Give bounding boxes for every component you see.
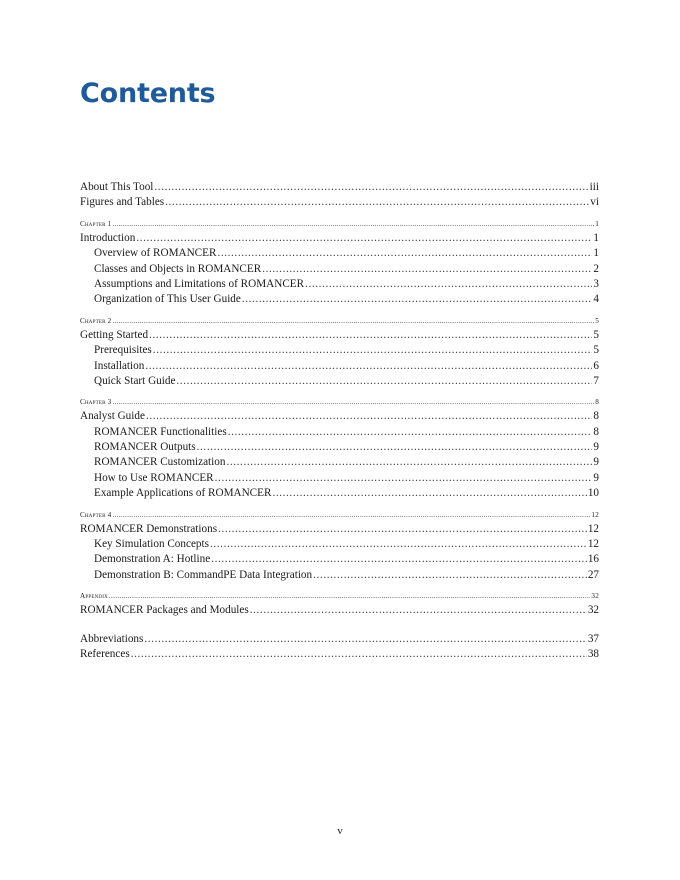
toc-entry-title: Chapter 2	[80, 316, 112, 325]
toc-entry-title: Prerequisites	[94, 344, 152, 357]
toc-entry-title: ROMANCER Demonstrations	[80, 522, 218, 535]
section-spacer	[80, 308, 599, 315]
toc-chapter-heading[interactable]	[80, 328, 599, 343]
dot-leader	[146, 409, 592, 424]
toc-section-entry[interactable]	[80, 552, 599, 567]
dot-leader	[250, 603, 587, 618]
dot-leader	[215, 471, 593, 486]
toc-section-entry[interactable]	[80, 471, 599, 486]
dot-leader	[176, 374, 592, 389]
toc-chapter-label[interactable]	[80, 590, 599, 603]
toc-chapter-heading[interactable]	[80, 522, 599, 537]
dot-leader	[154, 180, 588, 195]
toc-section-entry[interactable]	[80, 246, 599, 261]
toc-entry-title: Quick Start Guide	[94, 374, 176, 387]
table-of-contents	[80, 180, 599, 662]
toc-section-entry[interactable]	[80, 440, 599, 455]
toc-entry-page: 12	[591, 510, 599, 519]
toc-entry-page: 6	[593, 359, 599, 372]
dot-leader	[112, 396, 594, 409]
toc-entry-page: 10	[587, 487, 599, 500]
toc-entry-page: 8	[593, 425, 599, 438]
toc-entry-page: 32	[587, 604, 599, 617]
toc-entry-title: Demonstration A: Hotline	[94, 553, 211, 566]
dot-leader	[112, 315, 594, 328]
section-spacer	[80, 211, 599, 218]
toc-section-entry[interactable]	[80, 292, 599, 307]
toc-entry-title: ROMANCER Customization	[94, 456, 226, 469]
toc-entry-title: Key Simulation Concepts	[94, 538, 209, 551]
toc-entry-page: 1	[593, 231, 599, 244]
toc-section-entry[interactable]	[80, 277, 599, 292]
dot-leader	[210, 537, 587, 552]
section-spacer	[80, 502, 599, 509]
toc-entry-page: 4	[593, 293, 599, 306]
toc-chapter-label[interactable]	[80, 509, 599, 522]
section-spacer	[80, 389, 599, 396]
toc-entry-title: Appendix	[80, 592, 108, 601]
page-number: v	[337, 825, 343, 837]
toc-entry-title: ROMANCER Functionalities	[94, 425, 227, 438]
toc-entry-page: 5	[593, 344, 599, 357]
toc-section-entry[interactable]	[80, 568, 599, 583]
dot-leader	[131, 647, 587, 662]
toc-chapter-label[interactable]	[80, 315, 599, 328]
toc-entry-page: 27	[587, 568, 599, 581]
toc-entry-title: Organization of This User Guide	[94, 293, 241, 306]
toc-entry-page: 2	[593, 262, 599, 275]
toc-entry-page: 3	[593, 277, 599, 290]
dot-leader	[112, 509, 590, 522]
page-title: Contents	[80, 78, 216, 109]
toc-section-entry[interactable]	[80, 455, 599, 470]
toc-entry-front-matter[interactable]	[80, 180, 599, 195]
dot-leader	[165, 195, 589, 210]
toc-entry-title: References	[80, 647, 130, 660]
dot-leader	[262, 262, 592, 277]
section-spacer	[80, 583, 599, 590]
dot-leader	[136, 231, 592, 246]
toc-section-entry[interactable]	[80, 343, 599, 358]
toc-entry-page: 7	[593, 374, 599, 387]
toc-chapter-heading[interactable]	[80, 409, 599, 424]
toc-entry-page: 38	[587, 647, 599, 660]
toc-entry-page: 8	[593, 410, 599, 423]
toc-entry-page: 9	[593, 441, 599, 454]
toc-entry-title: Example Applications of ROMANCER	[94, 487, 272, 500]
toc-section-entry[interactable]	[80, 486, 599, 501]
dot-leader	[228, 425, 593, 440]
toc-section-entry[interactable]	[80, 262, 599, 277]
toc-entry-title: Abbreviations	[80, 632, 144, 645]
dot-leader	[197, 440, 593, 455]
toc-entry-page: 5	[595, 316, 599, 325]
toc-entry-title: Installation	[94, 359, 145, 372]
dot-leader	[109, 590, 591, 603]
toc-entry-title: Classes and Objects in ROMANCER	[94, 262, 262, 275]
toc-entry-page: 1	[593, 247, 599, 260]
toc-entry-title: Analyst Guide	[80, 410, 145, 423]
toc-entry-title: Overview of ROMANCER	[94, 247, 217, 260]
toc-chapter-label[interactable]	[80, 396, 599, 409]
toc-entry-page: 12	[587, 522, 599, 535]
dot-leader	[217, 246, 592, 261]
toc-entry-title: About This Tool	[80, 181, 154, 193]
dot-leader	[218, 522, 587, 537]
dot-leader	[305, 277, 592, 292]
dot-leader	[112, 218, 594, 231]
toc-entry-title: Demonstration B: CommandPE Data Integration	[94, 568, 313, 581]
section-spacer	[80, 619, 599, 632]
toc-entry-title: Getting Started	[80, 328, 149, 341]
toc-entry-page: 9	[593, 471, 599, 484]
toc-entry-page: 8	[595, 398, 599, 407]
toc-entry-front-matter[interactable]	[80, 195, 599, 210]
toc-section-entry[interactable]	[80, 537, 599, 552]
toc-entry-page: iii	[589, 181, 599, 193]
toc-entry-page: 12	[587, 538, 599, 551]
toc-entry-page: vi	[590, 196, 599, 209]
toc-entry-page: 16	[587, 553, 599, 566]
toc-section-entry[interactable]	[80, 359, 599, 374]
toc-section-entry[interactable]	[80, 374, 599, 389]
toc-chapter-heading[interactable]	[80, 603, 599, 618]
toc-entry-page: 9	[593, 456, 599, 469]
dot-leader	[226, 455, 592, 470]
toc-entry-back-matter[interactable]	[80, 647, 599, 662]
toc-entry-title: Chapter 1	[80, 219, 112, 228]
dot-leader	[242, 292, 593, 307]
dot-leader	[272, 486, 586, 501]
toc-entry-back-matter[interactable]	[80, 632, 599, 647]
toc-section-entry[interactable]	[80, 425, 599, 440]
dot-leader	[149, 328, 592, 343]
toc-entry-title: Introduction	[80, 231, 136, 244]
toc-entry-title: Chapter 3	[80, 398, 112, 407]
toc-entry-title: Assumptions and Limitations of ROMANCER	[94, 277, 305, 290]
toc-entry-title: Figures and Tables	[80, 196, 165, 209]
toc-entry-page: 5	[593, 328, 599, 341]
toc-entry-title: Chapter 4	[80, 510, 112, 519]
dot-leader	[211, 552, 587, 567]
toc-entry-page: 37	[587, 632, 599, 645]
toc-entry-page: 1	[595, 219, 599, 228]
toc-entry-title: ROMANCER Outputs	[94, 441, 196, 454]
dot-leader	[153, 343, 593, 358]
toc-chapter-label[interactable]	[80, 218, 599, 231]
dot-leader	[313, 568, 587, 583]
toc-entry-title: How to Use ROMANCER	[94, 471, 214, 484]
dot-leader	[144, 632, 586, 647]
toc-entry-title: ROMANCER Packages and Modules	[80, 604, 249, 617]
toc-entry-page: 32	[591, 592, 599, 601]
toc-chapter-heading[interactable]	[80, 231, 599, 246]
dot-leader	[145, 359, 592, 374]
